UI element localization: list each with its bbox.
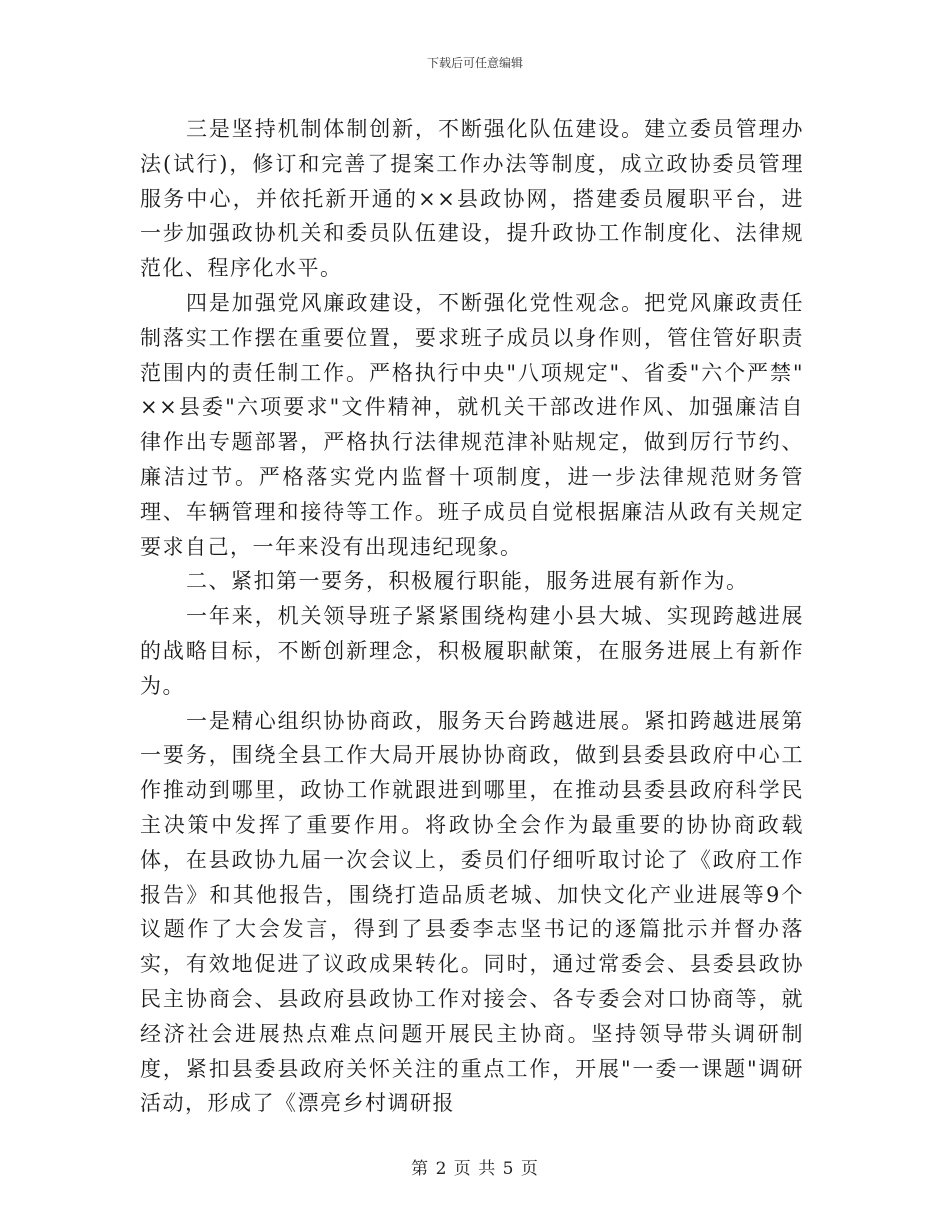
paragraph: 三是坚持机制体制创新，不断强化队伍建设。建立委员管理办法(试行)，修订和完善了提案工作办法等制度，成立政协委员管理服务中心，并依托新开通的××县政协网，搭建委员履职平台，进一步加强政协机关和委员队伍建设，提升政协工作制度化、法律规范化、程序化水平。 <box>140 117 804 281</box>
section-heading: 二、紧扣第一要务，积极履行职能，服务进展有新作为。 <box>186 569 749 594</box>
document-body <box>140 112 804 1121</box>
page-number: 第 2 页 共 5 页 <box>411 1159 539 1179</box>
paragraph: 一是精心组织协协商政，服务天台跨越进展。紧扣跨越进展第一要务，围绕全县工作大局开展协协商政，做到县委县政府中心工作推动到哪里，政协工作就跟进到哪里，在推动县委县政府科学民主决策中发挥了重要作用。将政协全会作为最重要的协协商政载体，在县政协九届一次会议上，委员们仔细听取讨论了《政府工作报告》和其他报告，围绕打造品质老城、加快文化产业进展等9个议题作了大会发言，得到了县委李志坚书记的逐篇批示并督办落实，有效地促进了议政成果转化。同时，通过常委会、县委县政协民主协商会、县政府县政协工作对接会、各专委会对口协商等，就经济社会进展热点难点问题开展民主协商。坚持领导带头调研制度，紧扣县委县政府关怀关注的重点工作，开展"一委一课题"调研活动，形成了《漂亮乡村调研报 <box>140 708 804 1116</box>
page-header: 下载后可任意编辑 <box>426 56 523 70</box>
paragraph: 一年来，机关领导班子紧紧围绕构建小县大城、实现跨越进展的战略目标，不断创新理念，积极履职献策，在服务进展上有新作为。 <box>140 604 804 698</box>
paragraph: 四是加强党风廉政建设，不断强化党性观念。把党风廉政责任制落实工作摆在重要位置，要求班子成员以身作则，管住管好职责范围内的责任制工作。严格执行中央"八项规定"、省委"六个严禁" ××县委"六项要求"文件精神，就机关干部改进作风、加强廉洁自律作出专题部署，严格执行法律规范津补贴规定，做到厉行节约、廉洁过节。严格落实党内监督十项制度，进一步法律规范财务管理、车辆管理和接待等工作。班子成员自觉根据廉洁从政有关规定要求自己，一年来没有出现违纪现象。 <box>140 290 804 559</box>
